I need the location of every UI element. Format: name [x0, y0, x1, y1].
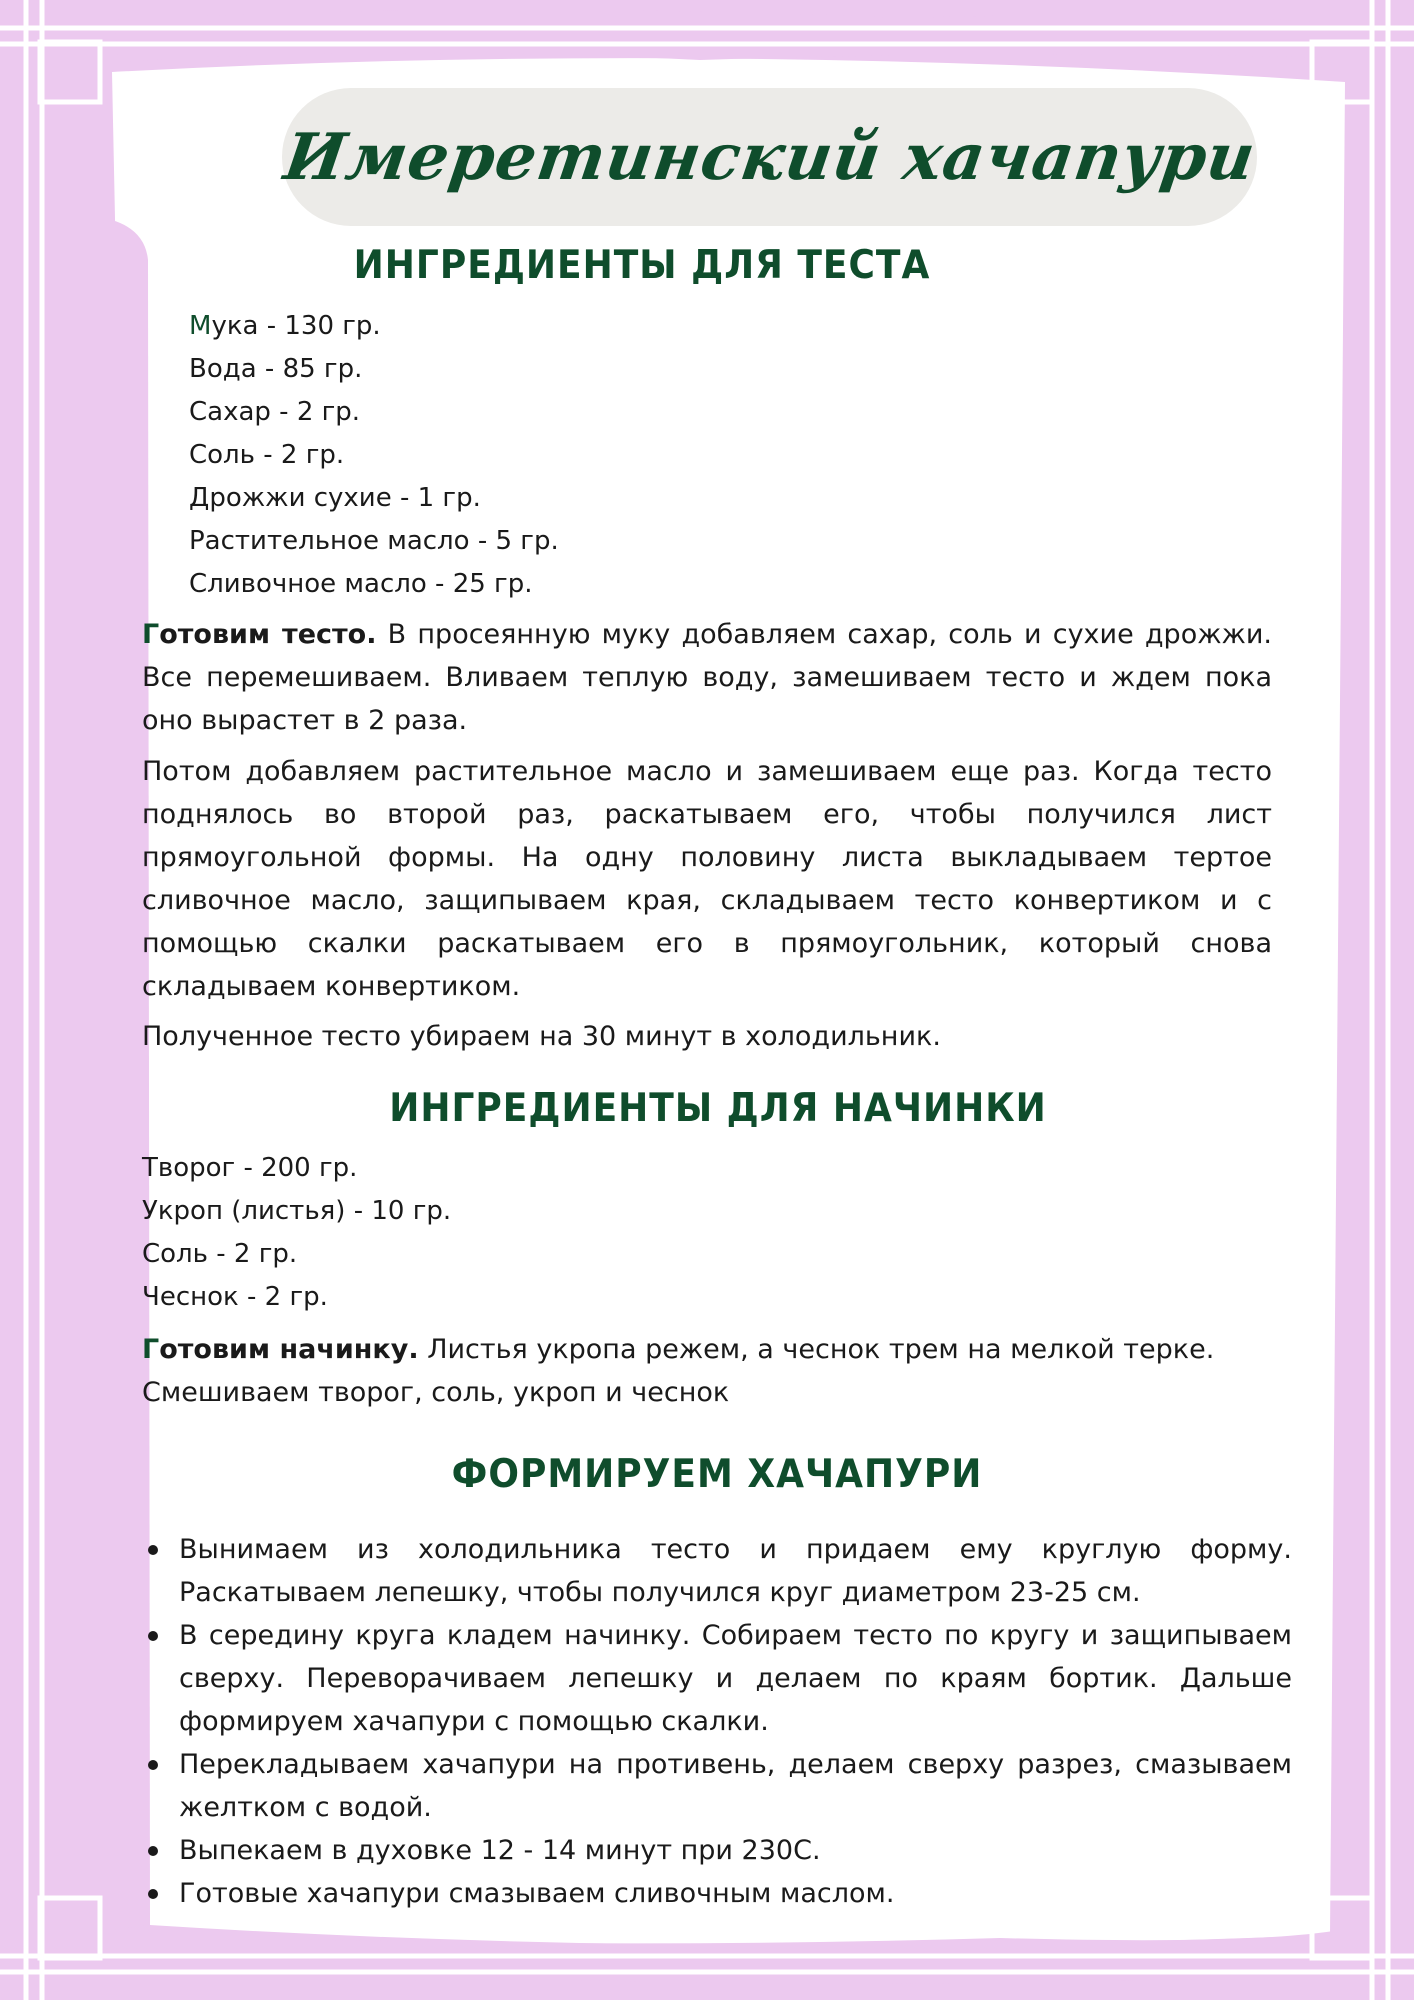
filling-ingredients-list — [142, 1147, 942, 1319]
filling-ingredients-heading: ИНГРЕДИЕНТЫ ДЛЯ НАЧИНКИ — [389, 1086, 1047, 1131]
dough-step-paragraph: Потом добавляем растительное масло и замешиваем еще раз. Когда тесто поднялось во второй раз, раскатываем его, чтобы получился лист прямоугольной формы. На одну половину листа выкладываем тертое сливочное масло, защипываем края, складываем тесто конвертиком и с помощью скалки раскатываем его в прямоугольник, который снова складываем конвертиком. — [142, 756, 1272, 1002]
forming-steps-list — [142, 1528, 1292, 1915]
list-item: Сахар - 2 гр. — [189, 397, 361, 427]
list-item: Дрожжи сухие - 1 гр. — [189, 483, 481, 513]
list-item: Выпекаем в духовке 12 - 14 минут при 230С. — [142, 1829, 1292, 1872]
list-item: Мука - 130 гр. — [189, 311, 381, 341]
list-item: Соль - 2 гр. — [189, 440, 345, 470]
list-item: Соль - 2 гр. — [142, 1239, 298, 1269]
list-item: Укроп (листья) - 10 гр. — [142, 1196, 452, 1226]
page-title: Имеретинский хачапури — [279, 119, 1260, 195]
dough-ingredients-heading: ИНГРЕДИЕНТЫ ДЛЯ ТЕСТА — [353, 243, 931, 288]
list-item: Вынимаем из холодильника тесто и придаем ему круглую форму. Раскатываем лепешку, чтобы получился круг диаметром 23-25 см. — [142, 1528, 1292, 1614]
list-item: Творог - 200 гр. — [142, 1153, 358, 1183]
list-item: Растительное масло - 5 гр. — [189, 526, 559, 556]
dough-ingredients-list — [189, 305, 989, 606]
title-banner — [279, 88, 1260, 226]
list-item: В середину круга кладем начинку. Собираем тесто по кругу и защипываем сверху. Переворачиваем лепешку и делаем по краям бортик. Дальше формируем хачапури с помощью скалки. — [142, 1614, 1292, 1743]
list-item: Готовые хачапури смазываем сливочным маслом. — [142, 1872, 1292, 1915]
dough-step-paragraph: Готовим тесто. В просеянную муку добавляем сахар, соль и сухие дрожжи. Все перемешиваем. Вливаем теплую воду, замешиваем тесто и ждем пока оно вырастет в 2 раза. — [142, 619, 1272, 736]
list-item: Чеснок - 2 гр. — [142, 1282, 328, 1312]
list-item: Вода - 85 гр. — [189, 354, 363, 384]
list-item: Перекладываем хачапури на противень, делаем сверху разрез, смазываем желтком с водой. — [142, 1743, 1292, 1829]
filling-step-paragraph: Готовим начинку. Листья укропа режем, а чеснок трем на мелкой терке. Смешиваем творог, соль, укроп и чеснок — [142, 1334, 1215, 1408]
forming-heading: ФОРМИРУЕМ ХАЧАПУРИ — [451, 1452, 983, 1497]
dough-step-paragraph: Полученное тесто убираем на 30 минут в холодильник. — [142, 1021, 941, 1052]
list-item: Сливочное масло - 25 гр. — [189, 569, 533, 599]
